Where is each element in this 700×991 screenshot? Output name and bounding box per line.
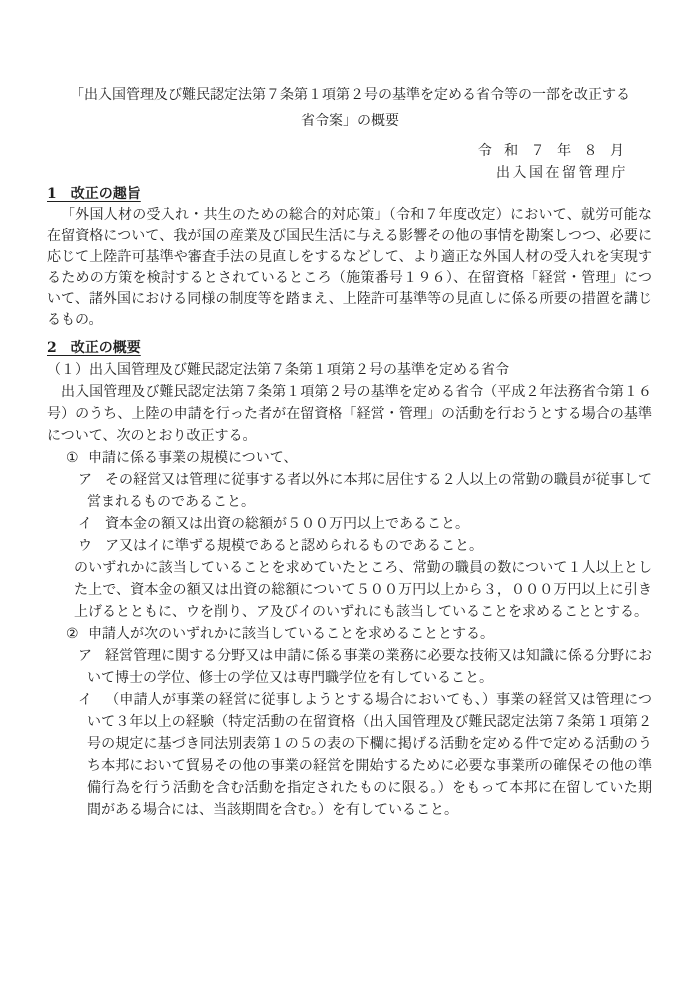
item1-continuation: のいずれかに該当していることを求めていたところ、常勤の職員の数について１人以上とした上で、資本金の額又は出資の総額について５００万円以上から３，０００万円以上に引き上げるとともに、ウを削り、ア及びイのいずれにも該当していることを求めることとする。 xyxy=(74,560,652,620)
section1-body: 「外国人材の受入れ・共生のための総合的対応策」（令和７年度改定）において、就労可能な在留資格について、我が国の産業及び国民生活に与える影響その他の事情を勘案しつつ、必要に応じて上陸許可基準や審査手法の見直しをするなどして、より適正な外国人材の受入れを実現するための方策を検討するとされているところ（施策番号１９６）、在留資格「経営・管理」について、諸外国における同様の制度等を踏まえ、上陸許可基準等の見直しに係る所要の措置を講じるもの。 xyxy=(47,207,652,328)
section2-sub1-intro: 出入国管理及び難民認定法第７条第１項第２号の基準を定める省令（平成２年法務省令第１６号）のうち、上陸の申請を行った者が在留資格「経営・管理」の活動を行おうとする場合の基準について、次のとおり改正する。 xyxy=(47,384,652,444)
numbered-item-2 xyxy=(66,623,652,645)
title-line-2: 省令案」の概要 xyxy=(301,113,399,129)
item2-sub-i xyxy=(78,689,652,821)
item2-sub-i-marker: イ xyxy=(78,692,92,708)
issuing-agency: 出入国在留管理庁 xyxy=(496,165,628,181)
numbered-item-1-marker: ① xyxy=(66,450,79,466)
item2-sub-i-text: （申請人が事業の経営に従事しようとする場合においても、）事業の経営又は管理について３年以上の経験（特定活動の在留資格（出入国管理及び難民認定法第７条第１項第２号の規定に基づき同法別表第１の５の表の下欄に掲げる活動を定める件で定める活動のうち本邦において貿易その他の事業の経営を開始するために必要な事業所の確保その他の準備行為を行う活動を含む活動を指定されたものに限る。）をもって本邦に在留していた期間がある場合には、当該期間を含む。）を有していること。 xyxy=(87,692,652,818)
item1-sub-i-text: 資本金の額又は出資の総額が５００万円以上であること。 xyxy=(105,516,469,532)
item1-sub-u-marker: ウ xyxy=(78,538,92,554)
item2-sub-a xyxy=(78,645,652,689)
item1-sub-u-text: ア又はイに準ずる規模であると認められるものであること。 xyxy=(105,538,483,554)
section1-heading: 1 改正の趣旨 xyxy=(47,186,141,202)
item1-sub-u xyxy=(78,535,652,557)
item1-sub-a-text: その経営又は管理に従事する者以外に本邦に居住する２人以上の常勤の職員が従事して営まれるものであること。 xyxy=(87,472,652,510)
numbered-item-2-marker: ② xyxy=(66,626,79,642)
item2-sub-a-text: 経営管理に関する分野又は申請に係る事業の業務に必要な技術又は知識に係る分野において博士の学位、修士の学位又は専門職学位を有していること。 xyxy=(87,648,652,686)
item1-sub-i-marker: イ xyxy=(78,516,92,532)
numbered-item-2-text: 申請人が次のいずれかに該当していることを求めることとする。 xyxy=(88,626,494,642)
document-title xyxy=(0,82,700,134)
title-line-1: 「出入国管理及び難民認定法第７条第１項第２号の基準を定める省令等の一部を改正する xyxy=(70,87,630,103)
issue-date: 令 和 ７ 年 ８ 月 xyxy=(477,143,628,159)
item2-sub-a-marker: ア xyxy=(78,648,92,664)
numbered-item-1 xyxy=(66,447,652,469)
section2-sub1-label: （１）出入国管理及び難民認定法第７条第１項第２号の基準を定める省令 xyxy=(47,362,509,378)
item1-sub-i xyxy=(78,513,652,535)
date-agency-block xyxy=(0,140,700,184)
numbered-item-1-text: 申請に係る事業の規模について、 xyxy=(88,450,298,466)
section2-heading: 2 改正の概要 xyxy=(47,340,141,356)
item1-sub-a-marker: ア xyxy=(78,472,92,488)
item1-sub-a xyxy=(78,469,652,513)
